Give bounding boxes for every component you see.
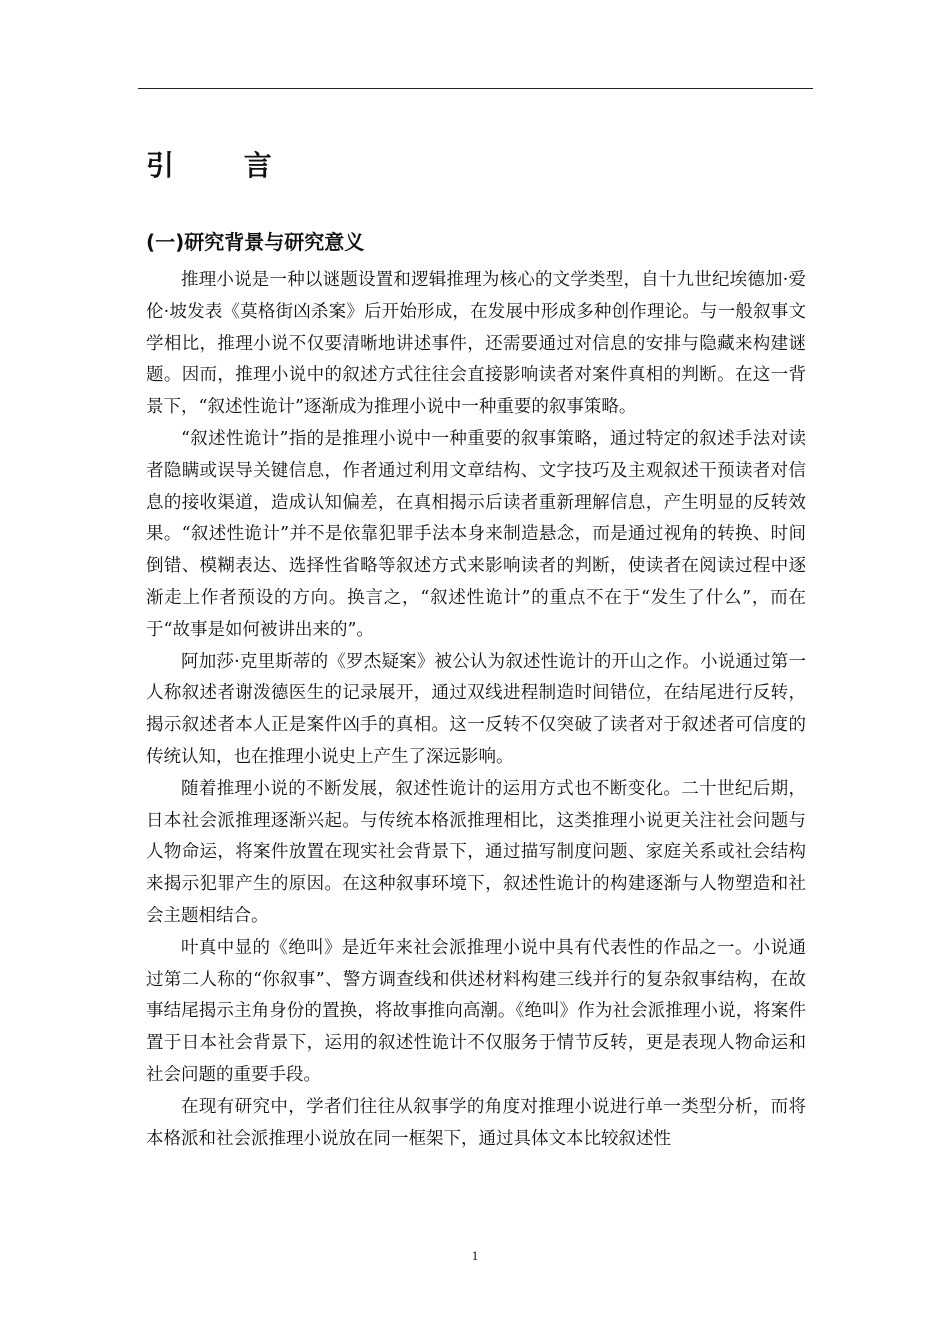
- page-number: 1: [471, 1248, 479, 1263]
- body-text: [146, 265, 806, 1155]
- header-rule: [138, 88, 813, 89]
- paragraph-6: 在现有研究中，学者们往往从叙事学的角度对推理小说进行单一类型分析，而将本格派和社会派推理小说放在同一框架下，通过具体文本比较叙述性: [146, 1096, 806, 1149]
- paragraph-4: 随着推理小说的不断发展，叙述性诡计的运用方式也不断变化。二十世纪后期，日本社会派推理逐渐兴起。与传统本格派推理相比，这类推理小说更关注社会问题与人物命运，将案件放置在现实社会背景下，通过描写制度问题、家庭关系或社会结构来揭示犯罪产生的原因。在这种叙事环境下，叙述性诡计的构建逐渐与人物塑造和社会主题相结合。: [146, 778, 806, 926]
- chapter-title: 引 言: [146, 149, 302, 182]
- paragraph-3: 阿加莎·克里斯蒂的《罗杰疑案》被公认为叙述性诡计的开山之作。小说通过第一人称叙述者谢泼德医生的记录展开，通过双线进程制造时间错位，在结尾进行反转，揭示叙述者本人正是案件凶手的真相。这一反转不仅突破了读者对于叙述者可信度的传统认知，也在推理小说史上产生了深远影响。: [146, 651, 806, 767]
- paragraph-1: 推理小说是一种以谜题设置和逻辑推理为核心的文学类型，自十九世纪埃德加·爱伦·坡发表《莫格街凶杀案》后开始形成，在发展中形成多种创作理论。与一般叙事文学相比，推理小说不仅要清晰地讲述事件，还需要通过对信息的安排与隐藏来构建谜题。因而，推理小说中的叙述方式往往会直接影响读者对案件真相的判断。在这一背景下，“叙述性诡计”逐渐成为推理小说中一种重要的叙事策略。: [146, 270, 806, 418]
- paragraph-5: 叶真中显的《绝叫》是近年来社会派推理小说中具有代表性的作品之一。小说通过第二人称的“你叙事”、警方调查线和供述材料构建三线并行的复杂叙事结构，在故事结尾揭示主角身份的置换，将故事推向高潮。《绝叫》作为社会派推理小说，将案件置于日本社会背景下，运用的叙述性诡计不仅服务于情节反转，更是表现人物命运和社会问题的重要手段。: [146, 937, 806, 1085]
- section-title: (一)研究背景与研究意义: [146, 230, 365, 254]
- paragraph-2: “叙述性诡计”指的是推理小说中一种重要的叙事策略，通过特定的叙述手法对读者隐瞒或误导关键信息，作者通过利用文章结构、文字技巧及主观叙述干预读者对信息的接收渠道，造成认知偏差，在真相揭示后读者重新理解信息，产生明显的反转效果。“叙述性诡计”并不是依靠犯罪手法本身来制造悬念，而是通过视角的转换、时间倒错、模糊表达、选择性省略等叙述方式来影响读者的判断，使读者在阅读过程中逐渐走上作者预设的方向。换言之，“叙述性诡计”的重点不在于“发生了什么”，而在于“故事是如何被讲出来的”。: [146, 428, 806, 640]
